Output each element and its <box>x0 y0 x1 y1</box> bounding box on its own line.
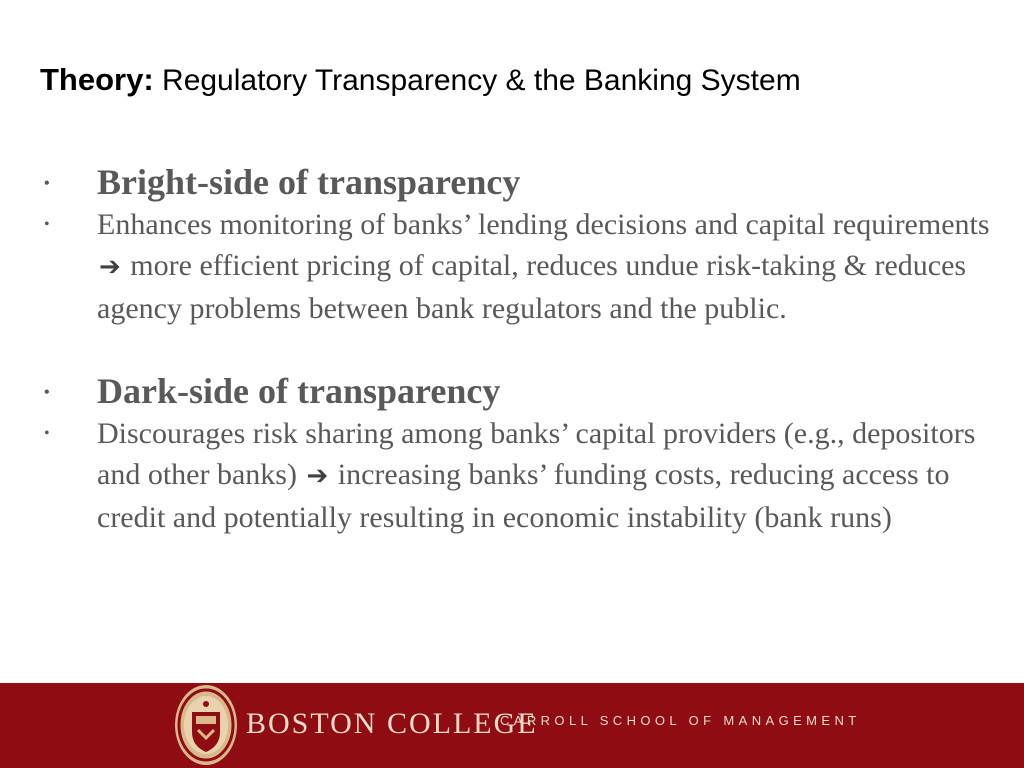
title-bold: Theory <box>40 62 144 97</box>
section-heading-dark <box>40 369 1000 413</box>
title-subtitle: Regulatory Transparency & the Banking System <box>153 64 801 97</box>
bullet-dot-icon: • <box>44 425 50 442</box>
title-separator: : <box>143 62 154 97</box>
slide-title <box>40 62 801 98</box>
section-body-bright <box>40 204 1000 329</box>
school-name: CARROLL SCHOOL OF MANAGEMENT <box>500 713 861 728</box>
right-arrow-icon: ➔ <box>99 252 121 282</box>
institution-name: BOSTON COLLEGE <box>246 707 538 740</box>
boston-college-seal-icon <box>174 684 238 766</box>
body-text-after-arrow: increasing banks’ funding costs, reducing access to credit and potentially resulting in economic instability (bank runs) <box>97 458 950 534</box>
bullet-dot-icon: • <box>44 175 50 192</box>
right-arrow-icon: ➔ <box>306 461 329 491</box>
heading-text: Bright-side of transparency <box>97 162 521 202</box>
bullet-dot-icon: • <box>44 384 50 401</box>
section-spacer <box>40 329 1000 369</box>
body-text-after-arrow: more efficient pricing of capital, reduces undue risk-taking & reduces agency problems between bank regulators and the public. <box>97 249 967 325</box>
section-body-dark <box>40 413 1000 538</box>
body-text-before-arrow: Enhances monitoring of banks’ lending decisions and capital requirements <box>97 208 990 241</box>
bullet-list <box>40 160 1000 538</box>
footer-banner <box>0 683 1024 768</box>
section-heading-bright <box>40 160 1000 204</box>
bullet-dot-icon: • <box>44 216 50 233</box>
body-text-before-arrow: Discourages risk sharing among banks’ capital providers (e.g., depositors and other banks) <box>97 417 976 491</box>
heading-text: Dark-side of transparency <box>97 371 501 411</box>
